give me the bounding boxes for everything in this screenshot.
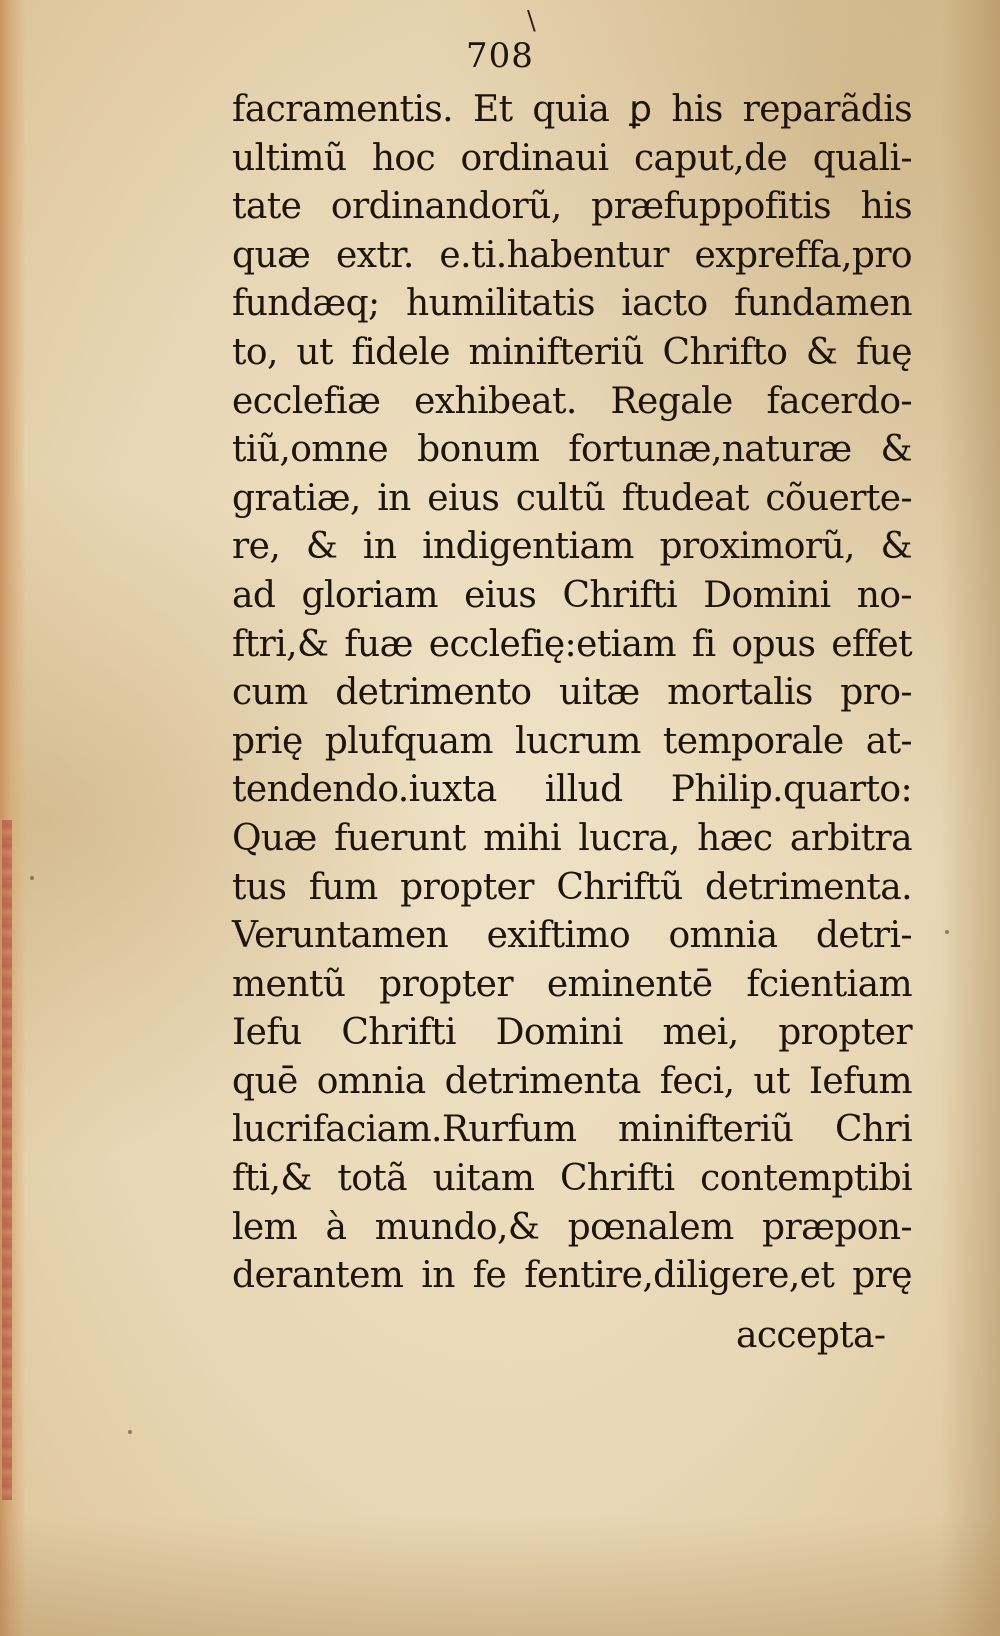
- catchword: accepta-: [736, 1315, 886, 1356]
- text-line: ad gloriam eius Chrifti Domini no-: [232, 574, 912, 616]
- text-line: lucrifaciam.Rurfum minifteriũ Chri: [232, 1109, 912, 1151]
- text-line: mentũ propter eminentē fcientiam: [232, 963, 912, 1005]
- text-line: ecclefiæ exhibeat. Regale facerdo-: [232, 380, 912, 422]
- text-line: ultimũ hoc ordinaui caput,de quali-: [232, 137, 912, 179]
- text-line: ftri,& fuæ ecclefię:etiam fi opus effet: [232, 623, 912, 665]
- text-line: quæ extr. e.ti.habentur expreffa,pro: [232, 234, 912, 276]
- text-line: cum detrimento uitæ mortalis pro-: [232, 672, 912, 714]
- text-line: quē omnia detrimenta feci, ut Iefum: [232, 1060, 912, 1102]
- text-line: Veruntamen exiftimo omnia detri-: [232, 915, 912, 957]
- text-block: [232, 86, 912, 1301]
- page-right-shadow: [940, 0, 1000, 1636]
- text-line: tus fum propter Chriftũ detrimenta.: [232, 866, 912, 908]
- text-line: re, & in indigentiam proximorũ, &: [232, 526, 912, 568]
- text-line: prię plufquam lucrum temporale at-: [232, 720, 912, 762]
- top-mark: \: [527, 6, 536, 36]
- text-line: to, ut fidele minifteriũ Chrifto & fuę: [232, 331, 912, 373]
- text-line: Quæ fuerunt mihi lucra, hæc arbitra: [232, 817, 912, 859]
- text-line: gratiæ, in eius cultũ ftudeat cõuerte-: [232, 477, 912, 519]
- text-line: tendendo.iuxta illud Philip.quarto:: [232, 769, 912, 811]
- paper-speck: [945, 930, 949, 934]
- text-line: fundæq; humilitatis iacto fundamen: [232, 283, 912, 325]
- text-line: lem à mundo,& pœnalem præpon-: [232, 1206, 912, 1248]
- text-line: facramentis. Et quia ꝑ his reparãdis: [232, 89, 912, 130]
- paper-speck: [128, 1430, 132, 1434]
- red-stained-edge: [2, 820, 12, 1500]
- text-line: derantem in fe fentire,diligere,et prę: [232, 1255, 912, 1297]
- paper-speck: [30, 876, 34, 880]
- page-bottom-shadow: [0, 1516, 1000, 1636]
- text-line: Iefu Chrifti Domini mei, propter: [232, 1012, 912, 1054]
- text-line: tiũ,omne bonum fortunæ,naturæ &: [232, 429, 912, 471]
- text-line: tate ordinandorũ, præfuppofitis his: [232, 186, 912, 228]
- page-number: 708: [466, 36, 534, 76]
- text-line: fti,& totã uitam Chrifti contemptibi: [232, 1158, 912, 1200]
